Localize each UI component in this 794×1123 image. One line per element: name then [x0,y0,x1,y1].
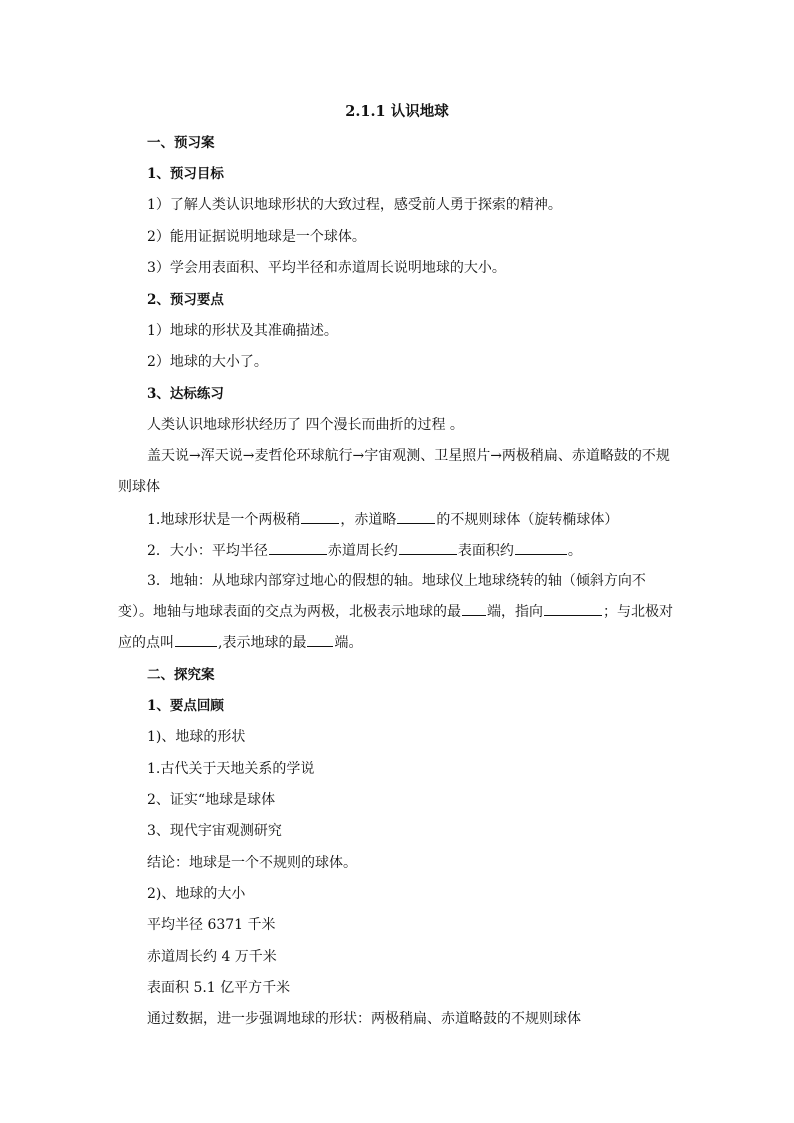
q2-blank-3[interactable] [515,540,567,555]
question-3 [118,566,678,659]
review-radius: 平均半径 6371 千米 [147,917,276,933]
review-modern: 3、现代宇宙观测研究 [147,823,282,839]
question-2 [147,540,677,561]
q1-blank-1[interactable] [301,509,339,524]
q3-blank-3[interactable] [175,632,217,647]
point-1: 1）地球的形状及其准确描述。 [147,323,338,339]
goal-3: 3）学会用表面积、平均半径和赤道周长说明地球的大小。 [147,260,506,276]
q2-text-a: 2．大小：平均半径 [147,543,268,559]
point-2: 2）地球的大小了。 [147,354,268,370]
q1-text-b: ，赤道略 [340,512,397,528]
exercise-history: 盖天说→浑天说→麦哲伦环球航行→宇宙观测、卫星照片→两极稍扁、赤道略鼓的不规则球体 [118,448,670,495]
section-heading-explore: 二、探究案 [147,667,215,683]
page-title: 2.1.1 认识地球 [345,103,449,120]
q3-blank-4[interactable] [307,632,333,647]
subheading-exercises: 3、达标练习 [147,386,224,402]
q3-text-b: 端，指向 [487,604,543,620]
goal-2: 2）能用证据说明地球是一个球体。 [147,229,366,245]
goal-1: 1）了解人类认识地球形状的大致过程，感受前人勇于探索的精神。 [147,197,562,213]
subheading-goals: 1、预习目标 [147,166,224,182]
review-ancient: 1.古代关于天地关系的学说 [147,761,315,777]
q1-text-c: 的不规则球体（旋转椭球体） [436,512,619,528]
q2-text-b: 赤道周长约 [327,543,398,559]
q3-text-c: ；与北极对应的点叫 [118,604,673,651]
q3-text-a: 3．地轴：从地球内部穿过地心的假想的轴。地球仪上地球绕转的轴（倾斜方向不变）。地轴与地球表面的交点为两极，北极表示地球的最 [118,573,646,620]
q3-text-e: 端。 [334,635,363,651]
review-shape: 1)、地球的形状 [147,729,246,745]
question-1 [147,509,677,530]
q2-text-c: 表面积约 [457,543,514,559]
subheading-review: 1、要点回顾 [147,698,224,714]
section-heading-preview: 一、预习案 [147,135,215,151]
q3-blank-1[interactable] [462,601,486,616]
q3-text-d: ,表示地球的最 [218,635,307,651]
q1-text-a: 1.地球形状是一个两极稍 [147,512,301,528]
review-proof: 2、证实“地球是球体 [147,792,276,808]
review-surface-area: 表面积 5.1 亿平方千米 [147,980,291,996]
q2-blank-2[interactable] [399,540,457,555]
q2-text-d: 。 [567,543,582,559]
review-size: 2)、地球的大小 [147,886,246,902]
q2-blank-1[interactable] [269,540,327,555]
subheading-points: 2、预习要点 [147,292,224,308]
review-summary: 通过数据，进一步强调地球的形状：两极稍扁、赤道略鼓的不规则球体 [147,1011,581,1027]
exercise-intro: 人类认识地球形状经历了 四个漫长而曲折的过程 。 [147,417,464,433]
q1-blank-2[interactable] [397,509,435,524]
review-circumference: 赤道周长约 4 万千米 [147,949,277,965]
review-conclusion: 结论：地球是一个不规则的球体。 [147,855,357,871]
q3-blank-2[interactable] [544,601,602,616]
